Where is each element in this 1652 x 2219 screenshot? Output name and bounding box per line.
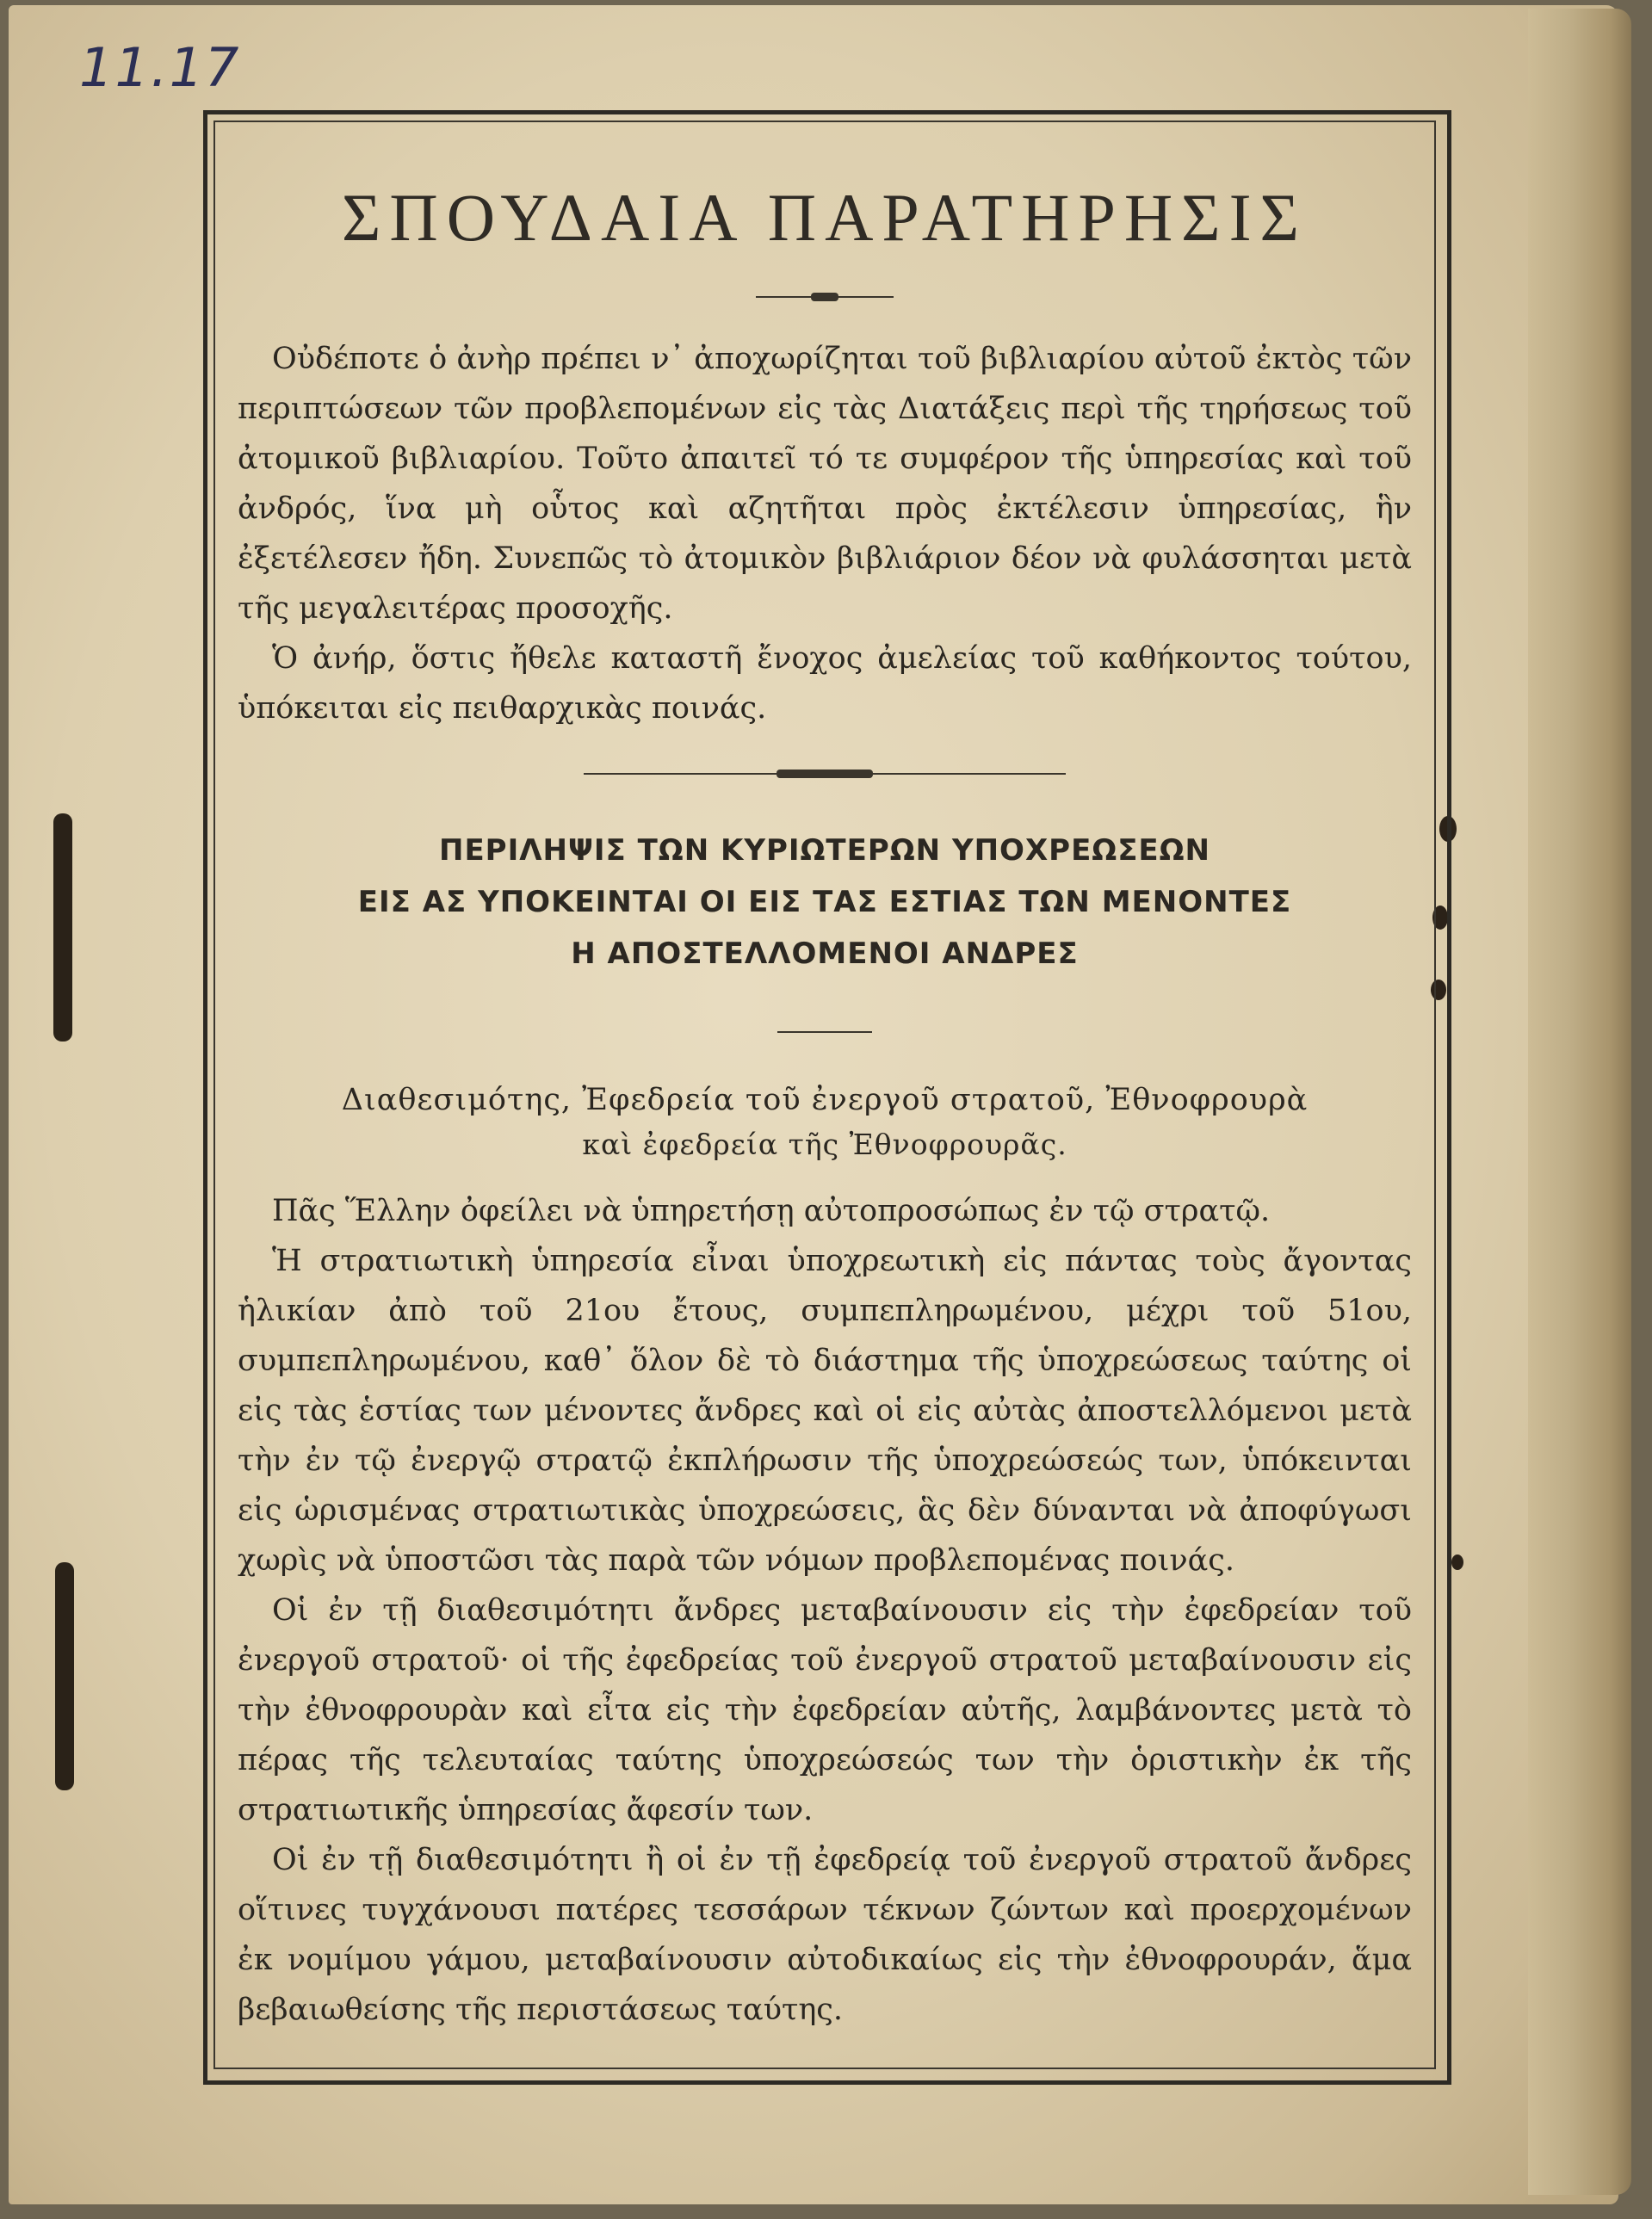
section-heading xyxy=(226,825,1424,980)
notice-paragraph: Οὐδέποτε ὁ ἀνὴρ πρέπει ν᾽ ἀποχωρίζηται τοῦ βιβλιαρίου αὐτοῦ ἐκτὸς τῶν περιπτώσεων τῶν προβλεπομένων εἰς τὰς Διατάξεις περὶ τῆς τηρήσεως τοῦ ἀτομικοῦ βιβλιαρίου. Τοῦτο ἀπαιτεῖ τό τε συμφέρον τῆς ὑπηρεσίας καὶ τοῦ ἀνδρός, ἵνα μὴ οὗτος καὶ αζητῆται πρὸς ἐκτέλεσιν ὑπηρεσίας, ἣν ἐξετέλεσεν ἤδη. Συνεπῶς τὸ ἀτομικὸν βιβλιάριον δέον νὰ φυλάσσηται μετὰ τῆς μεγαλειτέρας προσοχῆς. xyxy=(238,342,1412,626)
page-edge xyxy=(1528,9,1631,2195)
binding-hole xyxy=(55,1562,74,1790)
ink-spot xyxy=(1451,1555,1463,1570)
notice-paragraph: Ὁ ἀνήρ, ὅστις ἤθελε καταστῆ ἔνοχος ἀμελείας τοῦ καθήκοντος τούτου, ὑπόκειται εἰς πειθαρχικὰς ποινάς. xyxy=(238,641,1412,726)
body-paragraph: Οἱ ἐν τῇ διαθεσιμότητι ἢ οἱ ἐν τῇ ἐφεδρείᾳ τοῦ ἐνεργοῦ στρατοῦ ἄνδρες οἵτινες τυγχάνουσι πατέρες τεσσάρων τέκνων ζώντων καὶ προερχομένων ἐκ νομίμου γάμου, μεταβαίνουσιν αὐτοδικαίως εἰς τὴν ἐθνοφρουράν, ἅμα βεβαιωθείσης τῆς περιστάσεως ταύτης. xyxy=(238,1843,1412,2027)
section-heading-line: ΕΙΣ ΑΣ ΥΠΟΚΕΙΝΤΑΙ ΟΙ ΕΙΣ ΤΑΣ ΕΣΤΙΑΣ ΤΩΝ ΜΕΝΟΝΤΕΣ xyxy=(357,885,1292,919)
body-paragraph: Ἡ στρατιωτικὴ ὑπηρεσία εἶναι ὑποχρεωτικὴ εἰς πάντας τοὺς ἄγοντας ἡλικίαν ἀπὸ τοῦ 21ου ἔτους, συμπεπληρωμένου, μέχρι τοῦ 51ου, συμπεπληρωμένου, καθ᾽ ὅλον δὲ τὸ διάστημα τῆς ὑποχρεώσεως ταύτης οἱ εἰς τὰς ἑστίας των μένοντες ἄνδρες καὶ οἱ εἰς αὐτὰς ἀποστελλόμενοι μετὰ τὴν ἐν τῷ ἐνεργῷ στρατῷ ἐκπλήρωσιν τῆς ὑποχρεώσεώς των, ὑπόκεινται εἰς ὡρισμένας στρατιωτικὰς ὑποχρεώσεις, ἃς δὲν δύνανται νὰ ἀποφύγωσι χωρὶς νὰ ὑποστῶσι τὰς παρὰ τῶν νόμων προβλεπομένας ποινάς. xyxy=(238,1244,1412,1578)
ornament-divider xyxy=(756,291,894,303)
document-body xyxy=(226,129,1424,2057)
subheading xyxy=(234,1078,1415,1167)
ornament-rule xyxy=(777,1026,872,1038)
body-paragraph: Πᾶς Ἕλλην ὀφείλει νὰ ὑπηρετήσῃ αὐτοπροσώπως ἐν τῷ στρατῷ. xyxy=(272,1194,1271,1228)
body-paragraph: Οἱ ἐν τῇ διαθεσιμότητι ἄνδρες μεταβαίνουσιν εἰς τὴν ἐφεδρείαν τοῦ ἐνεργοῦ στρατοῦ· οἱ τῆς ἐφεδρείας τοῦ ἐνεργοῦ στρατοῦ μεταβαίνουσιν εἰς τὴν ἐθνοφρουρὰν καὶ εἶτα εἰς τὴν ἐφεδρείαν αὐτῆς, λαμβάνοντες μετὰ τὸ πέρας τῆς τελευταίας ταύτης ὑποχρεώσεώς των τὴν ὁριστικὴν ἐκ τῆς στρατιωτικῆς ὑπηρεσίας ἄφεσίν των. xyxy=(238,1593,1412,1827)
handwritten-note: 11.17 xyxy=(79,36,241,99)
subheading-line: Διαθεσιμότης, Ἐφεδρεία τοῦ ἐνεργοῦ στρατοῦ, Ἐθνοφρουρὰ xyxy=(341,1083,1309,1117)
subheading-line: καὶ ἐφεδρεία τῆς Ἐθνοφρουρᾶς. xyxy=(582,1128,1067,1161)
section-heading-line: Η ΑΠΟΣΤΕΛΛΟΜΕΝΟΙ ΑΝΔΡΕΣ xyxy=(571,936,1079,971)
section-heading-line: ΠΕΡΙΛΗΨΙΣ ΤΩΝ ΚΥΡΙΩΤΕΡΩΝ ΥΠΟΧΡΕΩΣΕΩΝ xyxy=(438,833,1211,868)
page-title: ΣΠΟΥΔΑΙΑ ΠΑΡΑΤΗΡΗΣΙΣ xyxy=(342,180,1308,255)
binding-hole xyxy=(53,813,72,1042)
ornament-divider xyxy=(584,768,1066,780)
